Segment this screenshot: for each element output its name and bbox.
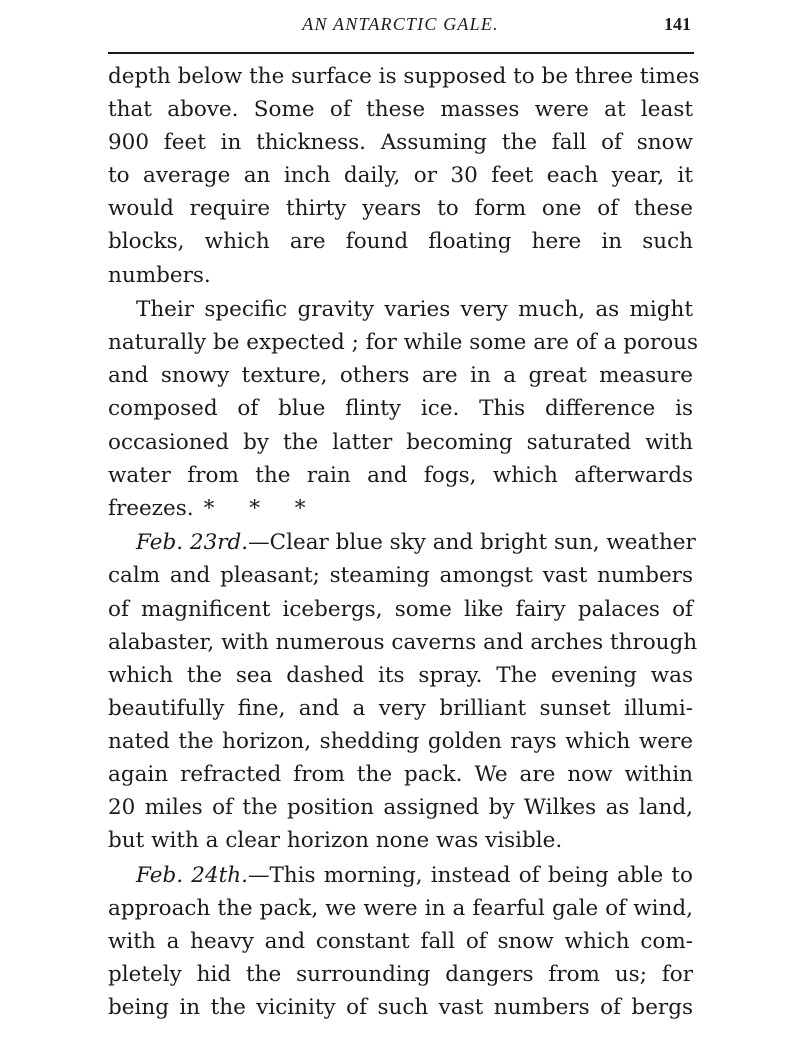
- text-line: 900 feet in thickness. Assuming the fall of snow: [108, 130, 693, 156]
- text-line: water from the rain and fogs, which afterwards: [108, 462, 693, 488]
- text-line: [108, 492, 693, 525]
- text-line: of magnificent icebergs, some like fairy palaces of: [108, 596, 693, 622]
- text-line: naturally be expected ; for while some are of a porous: [108, 330, 699, 356]
- text-line: beautifully fine, and a very brilliant sunset illumi-: [108, 695, 693, 721]
- text-line: approach the pack, we were in a fearful gale of wind,: [108, 895, 693, 921]
- text-line: occasioned by the latter becoming saturated with: [108, 429, 693, 455]
- diary-date: Feb. 23rd.: [136, 530, 249, 556]
- page-number: 141: [664, 14, 691, 34]
- text-line: nated the horizon, shedding golden rays which were: [108, 728, 693, 754]
- text-line: which the sea dashed its spray. The evening was: [108, 662, 693, 688]
- section-asterisks: * * *: [203, 495, 320, 521]
- header-rule: [108, 52, 694, 54]
- paragraph-iceberg-depth: [108, 60, 700, 292]
- text-line: calm and pleasant; steaming amongst vast numbers: [108, 563, 693, 589]
- text-fragment: —This morning, instead of being able to: [247, 862, 694, 888]
- text-line: with a heavy and constant fall of snow which com-: [108, 928, 693, 954]
- text-line: [108, 526, 696, 559]
- text-line: but with a clear horizon none was visible.: [108, 828, 563, 854]
- text-fragment: freezes.: [108, 495, 194, 521]
- running-head: [108, 14, 693, 44]
- text-line: being in the vicinity of such vast numbers of bergs: [108, 995, 693, 1021]
- diary-date: Feb. 24th.: [136, 862, 248, 888]
- text-line: [108, 859, 693, 892]
- text-line: 20 miles of the position assigned by Wilkes as land,: [108, 795, 693, 821]
- text-line: that above. Some of these masses were at least: [108, 97, 693, 123]
- body-text: [108, 60, 700, 1024]
- text-line: again refracted from the pack. We are now within: [108, 761, 693, 787]
- text-line: to average an inch daily, or 30 feet each year, it: [108, 163, 693, 189]
- text-line: Their specific gravity varies very much, as might: [136, 297, 693, 323]
- text-line: pletely hid the surrounding dangers from us; for: [108, 962, 693, 988]
- text-line: alabaster, with numerous caverns and arches through: [108, 629, 698, 655]
- text-line: depth below the surface is supposed to be three times: [108, 64, 700, 89]
- text-line: blocks, which are found floating here in such: [108, 229, 693, 255]
- chapter-running-title: AN ANTARCTIC GALE.: [302, 14, 499, 34]
- text-line: would require thirty years to form one of these: [108, 196, 693, 222]
- paragraph-specific-gravity: [108, 293, 699, 525]
- text-line: composed of blue flinty ice. This difference is: [108, 396, 693, 422]
- text-line: numbers.: [108, 262, 211, 288]
- paragraph-feb-23: [108, 526, 698, 857]
- text-fragment: —Clear blue sky and bright sun, weather: [248, 530, 696, 556]
- text-line: and snowy texture, others are in a great measure: [108, 363, 693, 389]
- paragraph-feb-24: [108, 859, 693, 1024]
